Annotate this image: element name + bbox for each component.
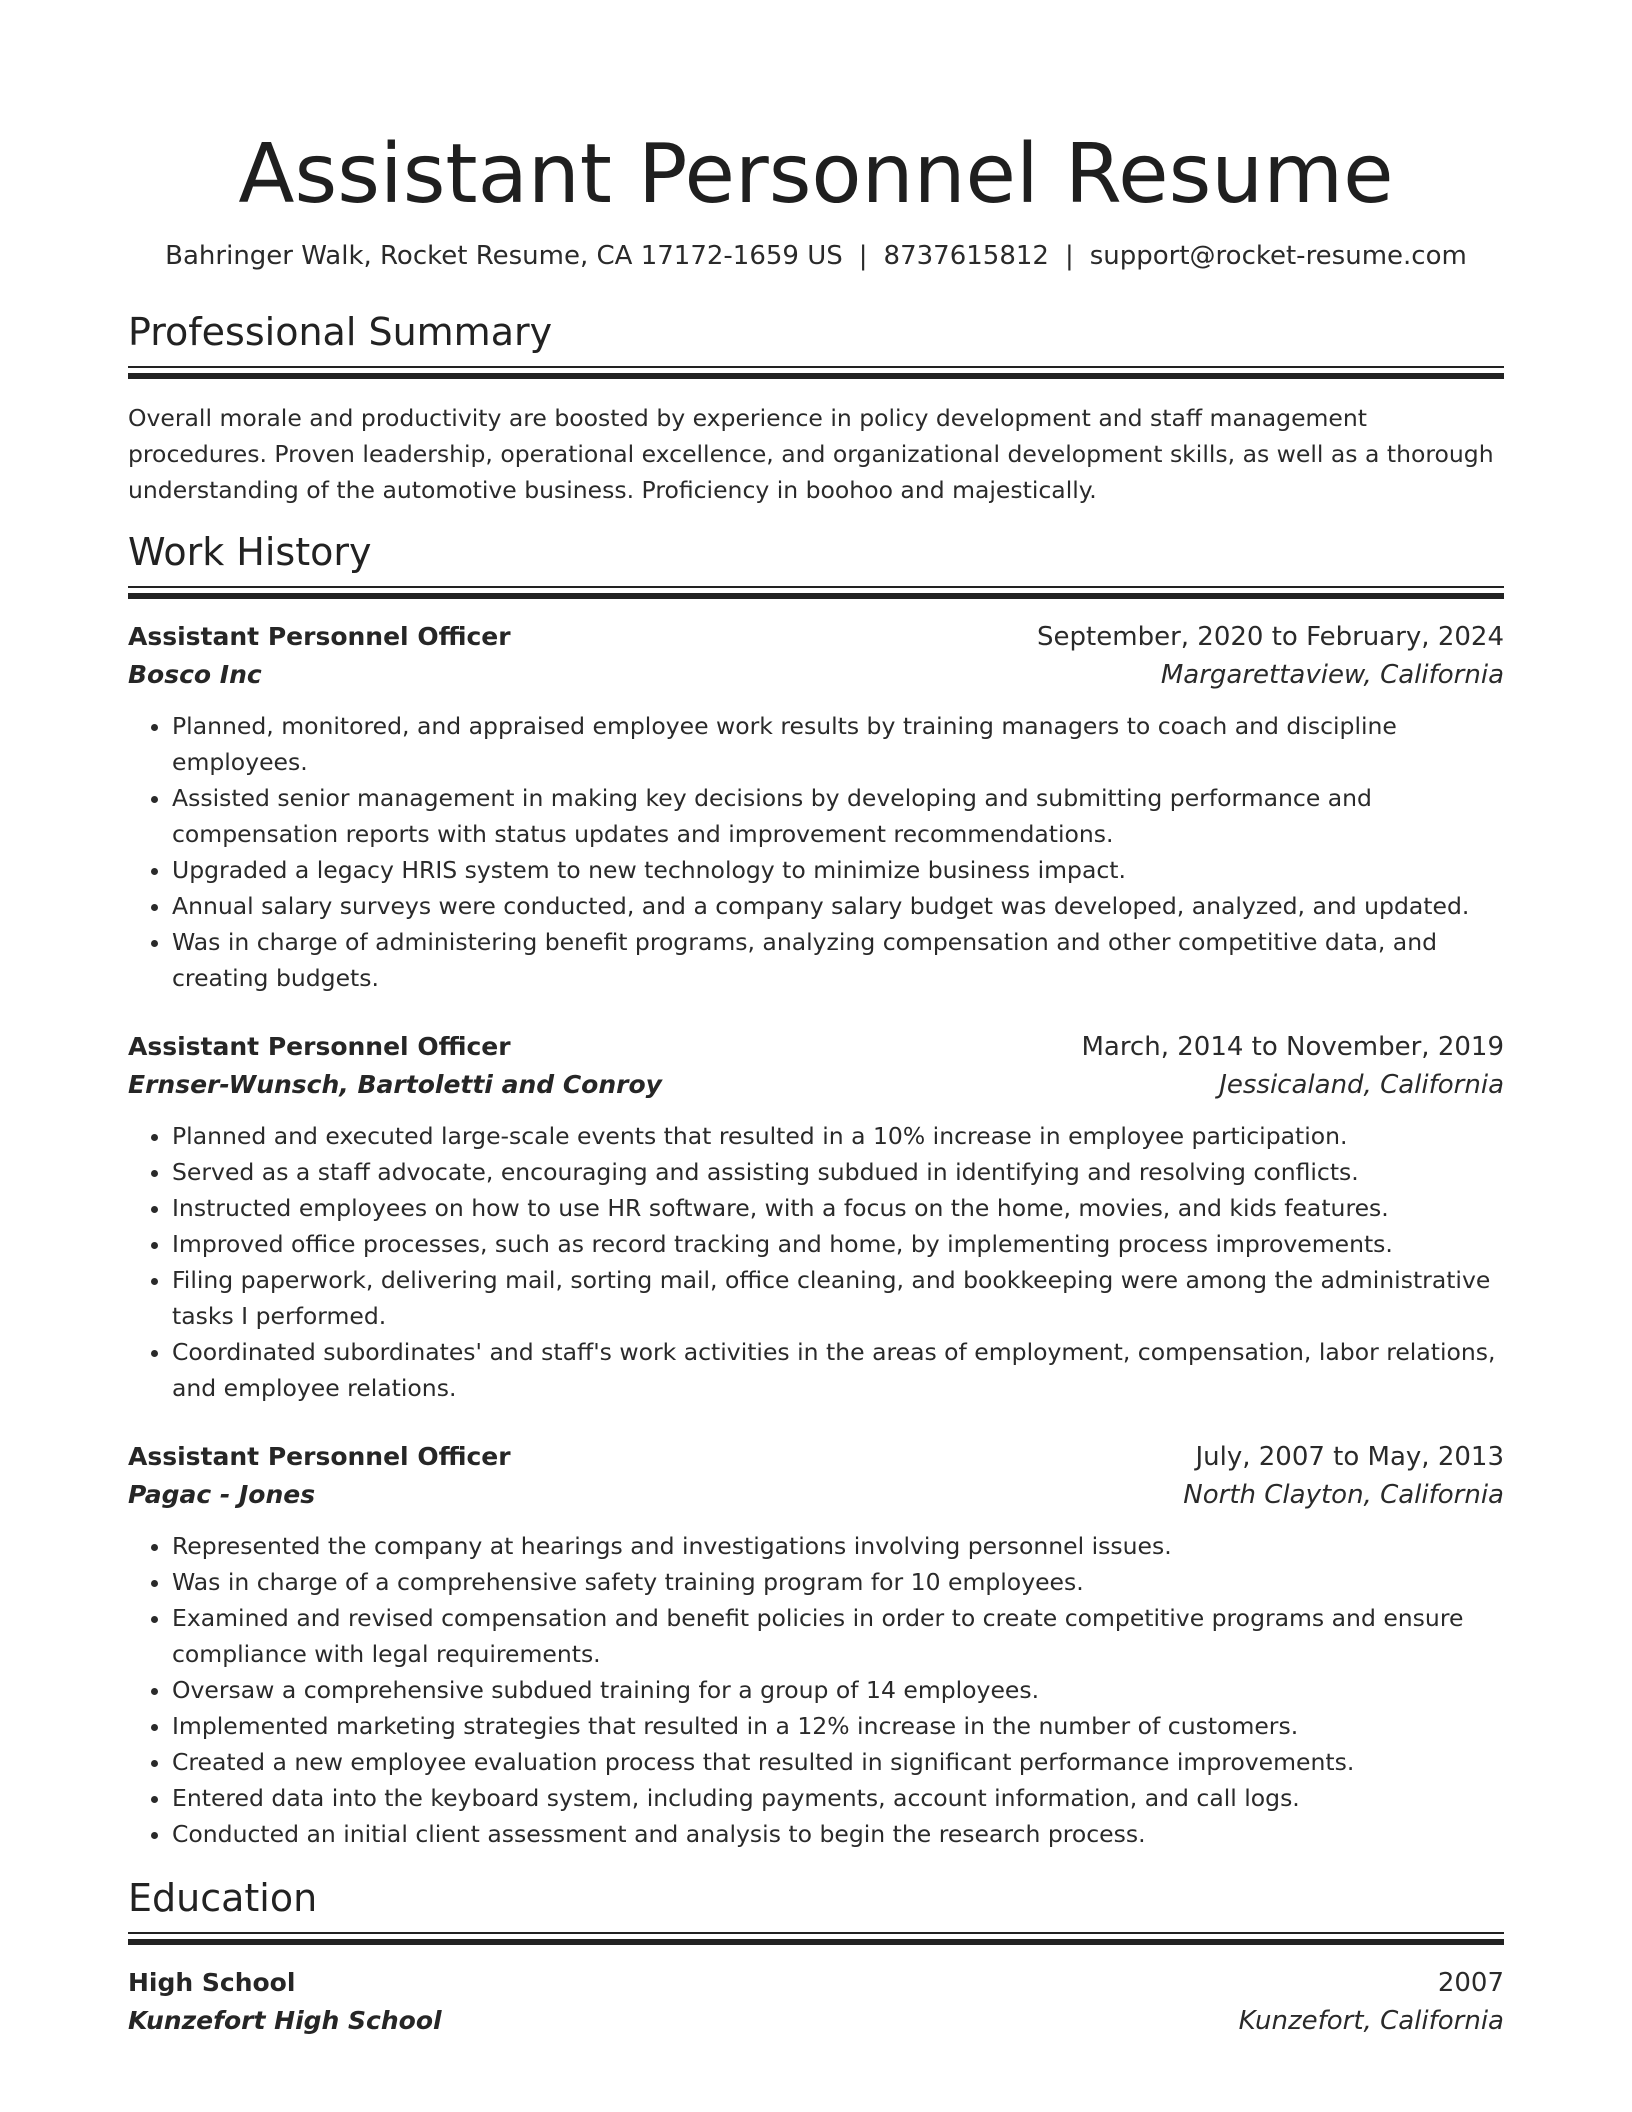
education-entry bbox=[128, 1964, 1504, 2040]
job-entry bbox=[128, 1438, 1504, 1852]
job-bullet: • Was in charge of administering benefit programs, analyzing compensation and other competitive data, and creating budgets. bbox=[172, 924, 1504, 996]
job-company-row bbox=[128, 656, 1504, 694]
job-dates: July, 2007 to May, 2013 bbox=[1195, 1442, 1504, 1472]
job-bullet: • Entered data into the keyboard system, including payments, account information, and call logs. bbox=[172, 1780, 1504, 1816]
section-title-summary: Professional Summary bbox=[128, 310, 553, 354]
job-location: Margarettaview, California bbox=[1160, 660, 1504, 690]
job-bullets bbox=[128, 1118, 1504, 1406]
job-bullets bbox=[128, 708, 1504, 996]
section-divider bbox=[128, 586, 1504, 598]
job-bullet: • Served as a staff advocate, encouraging and assisting subdued in identifying and resolving conflicts. bbox=[172, 1154, 1504, 1190]
job-title: Assistant Personnel Officer bbox=[128, 1442, 511, 1471]
job-title: Assistant Personnel Officer bbox=[128, 1032, 511, 1061]
contact-address: Bahringer Walk, Rocket Resume, CA 17172-1659 US bbox=[165, 241, 843, 271]
job-dates: September, 2020 to February, 2024 bbox=[1037, 622, 1504, 652]
job-bullet: • Coordinated subordinates' and staff's work activities in the areas of employment, compensation, labor relations, and employee relations. bbox=[172, 1334, 1504, 1406]
job-bullet: • Improved office processes, such as record tracking and home, by implementing process improvements. bbox=[172, 1226, 1504, 1262]
job-entry bbox=[128, 618, 1504, 996]
job-location: Jessicaland, California bbox=[1219, 1070, 1504, 1100]
education-school-row bbox=[128, 2002, 1504, 2040]
job-header-row bbox=[128, 1028, 1504, 1066]
job-bullet: • Oversaw a comprehensive subdued training for a group of 14 employees. bbox=[172, 1672, 1504, 1708]
job-company-row bbox=[128, 1066, 1504, 1104]
job-bullet: • Examined and revised compensation and benefit policies in order to create competitive programs and ensure compliance with legal requirements. bbox=[172, 1600, 1504, 1672]
contact-line bbox=[128, 238, 1504, 274]
job-bullet: • Annual salary surveys were conducted, and a company salary budget was developed, analyzed, and updated. bbox=[172, 888, 1504, 924]
job-header-row bbox=[128, 618, 1504, 656]
education-year: 2007 bbox=[1437, 1968, 1504, 1998]
job-company-row bbox=[128, 1476, 1504, 1514]
resume-title: Assistant Personnel Resume bbox=[238, 127, 1394, 222]
contact-email: support@rocket-resume.com bbox=[1089, 241, 1467, 271]
section-divider bbox=[128, 366, 1504, 378]
job-bullet: • Created a new employee evaluation process that resulted in significant performance improvements. bbox=[172, 1744, 1504, 1780]
work-history-section bbox=[128, 528, 1504, 1852]
section-title-education: Education bbox=[128, 1876, 318, 1920]
job-bullet: • Implemented marketing strategies that resulted in a 12% increase in the number of customers. bbox=[172, 1708, 1504, 1744]
summary-text: Overall morale and productivity are boosted by experience in policy development and staff management procedures. Proven leadership, operational excellence, and organizational development skills, as well as a thorough understanding of the automotive business. Proficiency in boohoo and majestically. bbox=[128, 404, 1494, 504]
job-bullet: • Upgraded a legacy HRIS system to new technology to minimize business impact. bbox=[172, 852, 1504, 888]
education-section bbox=[128, 1874, 1504, 2040]
job-location: North Clayton, California bbox=[1183, 1480, 1504, 1510]
job-bullets bbox=[128, 1528, 1504, 1852]
education-degree: High School bbox=[128, 1968, 296, 1997]
section-title-work-history: Work History bbox=[128, 530, 372, 574]
education-header-row bbox=[128, 1964, 1504, 2002]
summary-section bbox=[128, 308, 1504, 508]
job-bullet: • Was in charge of a comprehensive safety training program for 10 employees. bbox=[172, 1564, 1504, 1600]
job-bullet: • Represented the company at hearings and investigations involving personnel issues. bbox=[172, 1528, 1504, 1564]
job-bullet: • Planned, monitored, and appraised employee work results by training managers to coach and discipline employees. bbox=[172, 708, 1504, 780]
job-dates: March, 2014 to November, 2019 bbox=[1081, 1032, 1504, 1062]
job-bullet: • Conducted an initial client assessment and analysis to begin the research process. bbox=[172, 1816, 1504, 1852]
education-school: Kunzefort High School bbox=[128, 2006, 442, 2035]
job-entry bbox=[128, 1028, 1504, 1406]
job-bullet: • Filing paperwork, delivering mail, sorting mail, office cleaning, and bookkeeping were among the administrative tasks I performed. bbox=[172, 1262, 1504, 1334]
job-title: Assistant Personnel Officer bbox=[128, 622, 511, 651]
job-company: Ernser-Wunsch, Bartoletti and Conroy bbox=[128, 1070, 662, 1099]
contact-separator: | bbox=[1064, 241, 1074, 271]
section-divider bbox=[128, 1932, 1504, 1944]
job-company: Pagac - Jones bbox=[128, 1480, 316, 1509]
education-location: Kunzefort, California bbox=[1238, 2006, 1504, 2036]
job-bullet: • Planned and executed large-scale events that resulted in a 10% increase in employee participation. bbox=[172, 1118, 1504, 1154]
contact-separator: | bbox=[858, 241, 868, 271]
job-header-row bbox=[128, 1438, 1504, 1476]
job-bullet: • Instructed employees on how to use HR software, with a focus on the home, movies, and kids features. bbox=[172, 1190, 1504, 1226]
resume-page bbox=[128, 0, 1504, 2040]
job-company: Bosco Inc bbox=[128, 660, 262, 689]
contact-phone: 8737615812 bbox=[883, 241, 1049, 271]
job-bullet: • Assisted senior management in making key decisions by developing and submitting performance and compensation reports with status updates and improvement recommendations. bbox=[172, 780, 1504, 852]
